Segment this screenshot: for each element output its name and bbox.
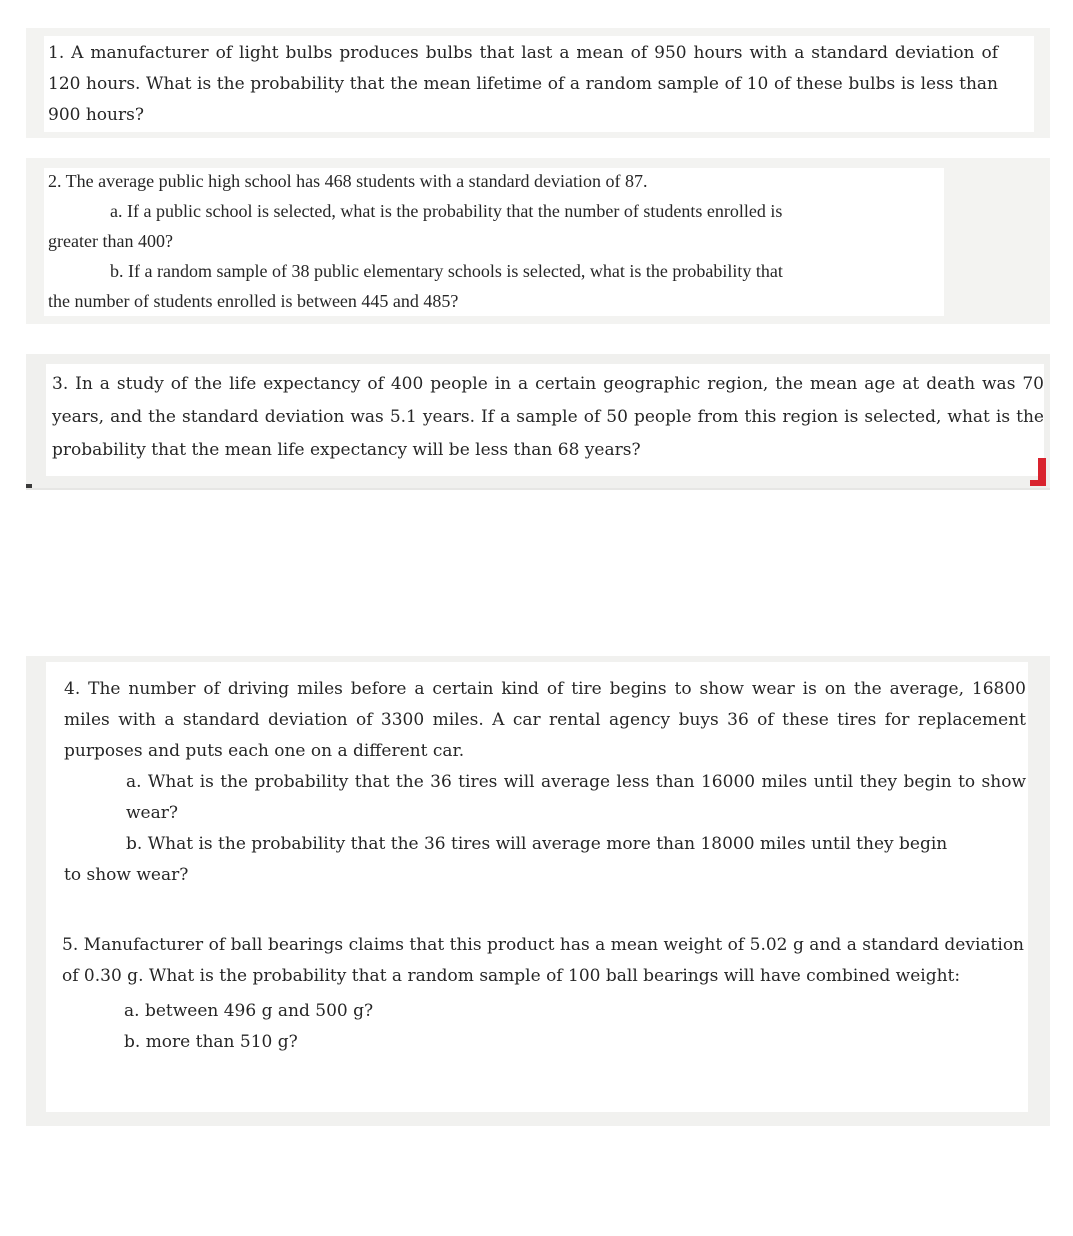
problem-4b-line2: to show wear? [64,865,189,885]
problem-5a: a. between 496 g and 500 g? [124,1001,374,1021]
problem-5 [62,930,1024,1058]
problem-4 [64,674,1026,891]
problem-3 [52,368,1044,467]
red-corner-mark-foot [1030,480,1046,486]
problem-4b-line1: b. What is the probability that the 36 tires will average more than 18000 miles until they begin [126,834,948,854]
problem-4a: a. What is the probability that the 36 tires will average less than 16000 miles until they begin to show wear? [126,772,1026,823]
problem-2b-line2: the number of students enrolled is between 445 and 485? [48,291,459,311]
problem-2-stem: 2. The average public high school has 468 students with a standard deviation of 87. [48,171,648,191]
problem-3-text: 3. In a study of the life expectancy of 400 people in a certain geographic region, the mean age at death was 70 years, and the standard deviation was 5.1 years. If a sample of 50 people from this region is selected, what is the probability that the mean life expectancy will be less than 68 years? [52,374,1044,460]
problem-2a-line2: greater than 400? [48,231,173,251]
problem-1 [48,38,998,131]
dark-tick-mark [26,484,32,488]
problem-1-text: 1. A manufacturer of light bulbs produces bulbs that last a mean of 950 hours with a standard deviation of 120 hours. What is the probability that the mean lifetime of a random sample of 10 of these bulbs is less than 900 hours? [48,43,998,125]
problem-2b-line1: b. If a random sample of 38 public elementary schools is selected, what is the probability that [110,261,783,281]
problem-4-stem: 4. The number of driving miles before a certain kind of tire begins to show wear is on the average, 16800 miles with a standard deviation of 3300 miles. A car rental agency buys 36 of these tires for replacement purposes and puts each one on a different car. [64,679,1026,761]
problem-2 [48,166,943,316]
problem-5-stem: 5. Manufacturer of ball bearings claims that this product has a mean weight of 5.02 g and a standard deviation of 0.30 g. What is the probability that a random sample of 100 ball bearings will have combined weight: [62,935,1024,986]
problem-2a-line1: a. If a public school is selected, what is the probability that the number of students enrolled is [110,201,783,221]
problem-5b: b. more than 510 g? [124,1032,298,1052]
